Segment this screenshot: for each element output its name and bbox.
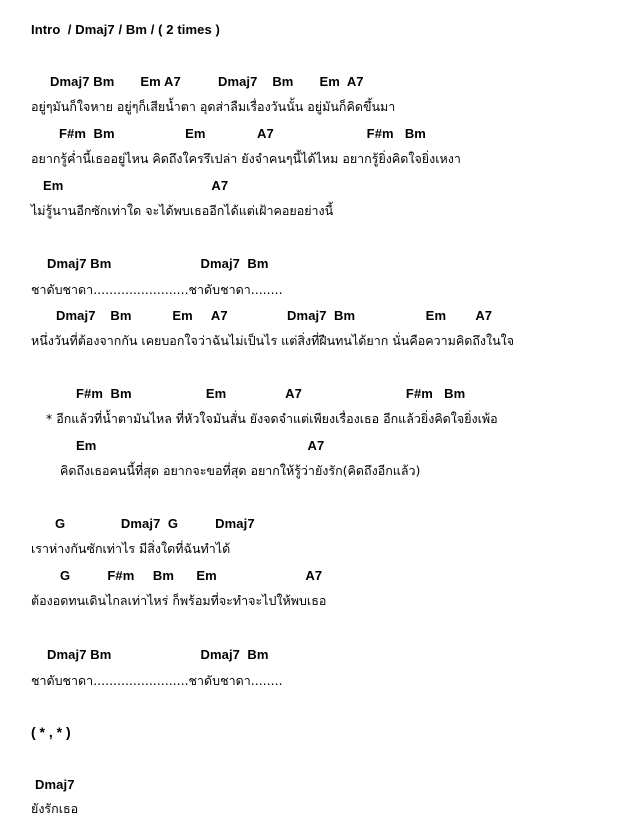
chord-line: Dmaj7 Bm Em A7 Dmaj7 Bm Em A7 bbox=[50, 74, 364, 89]
chord-line: Dmaj7 Bm Dmaj7 Bm bbox=[47, 256, 269, 271]
lyric-line: หนึ่งวันที่ต้องจากกัน เคยบอกใจว่าฉันไม่เป็นไร แต่สิ่งที่ฝืนทนได้ยาก นั่นคือความคิดถึงในใจ bbox=[31, 333, 515, 348]
chord-line: Em A7 bbox=[43, 178, 229, 193]
chord-line: Dmaj7 bbox=[35, 777, 75, 792]
lyric-line: ชาดับชาดา........................ชาดับชาดา........ bbox=[31, 673, 283, 688]
lyric-line: ชาดับชาดา........................ชาดับชาดา........ bbox=[31, 282, 283, 297]
chord-line: F#m Bm Em A7 F#m Bm bbox=[59, 126, 426, 141]
lyric-line: คิดถึงเธอคนนี้ที่สุด อยากจะขอที่สุด อยากให้รู้ว่ายังรัก(คิดถึงอีกแล้ว) bbox=[60, 463, 421, 478]
lyric-line: เราห่างกันซักเท่าไร มีสิ่งใดที่ฉันทำได้ bbox=[31, 541, 231, 556]
chord-line: Dmaj7 Bm Dmaj7 Bm bbox=[47, 647, 269, 662]
intro-line: Intro / Dmaj7 / Bm / ( 2 times ) bbox=[31, 22, 220, 37]
repeat-marker: ( * , * ) bbox=[31, 724, 71, 740]
lyric-line: ต้องอดทนเดินไกลเท่าไหร่ ก็พร้อมที่จะทำจะไปให้พบเธอ bbox=[31, 593, 327, 608]
chord-line: G Dmaj7 G Dmaj7 bbox=[55, 516, 255, 531]
chord-line: Em A7 bbox=[76, 438, 325, 453]
lyric-line: อยู่ๆมันก็ใจหาย อยู่ๆก็เสียน้ำตา อุดส่าลืมเรื่องวันนั้น อยู่มันก็คิดขึ้นมา bbox=[31, 99, 396, 114]
chord-line: Dmaj7 Bm Em A7 Dmaj7 Bm Em A7 bbox=[56, 308, 493, 323]
lyric-line: ไม่รู้นานอีกซักเท่าใด จะได้พบเธออีกได้แต่เฝ้าคอยอย่างนี้ bbox=[31, 203, 334, 218]
chord-line: F#m Bm Em A7 F#m Bm bbox=[76, 386, 466, 401]
lyric-line: * อีกแล้วที่น้ำตามันไหล ที่หัวใจมันสั่น ยังจดจำแต่เพียงเรื่องเธอ อีกแล้วยิ่งคิดใจยิ่งเพ้อ bbox=[46, 411, 498, 426]
lyric-line: ยังรักเธอ bbox=[31, 801, 79, 816]
lyric-line: อยากรู้ค่ำนี้เธออยู่ไหน คิดถึงใครรึเปล่า ยังจำคนๆนี้ได้ไหม อยากรู้ยิ่งคิดใจยิ่งเหงา bbox=[31, 151, 461, 166]
chord-line: G F#m Bm Em A7 bbox=[60, 568, 323, 583]
